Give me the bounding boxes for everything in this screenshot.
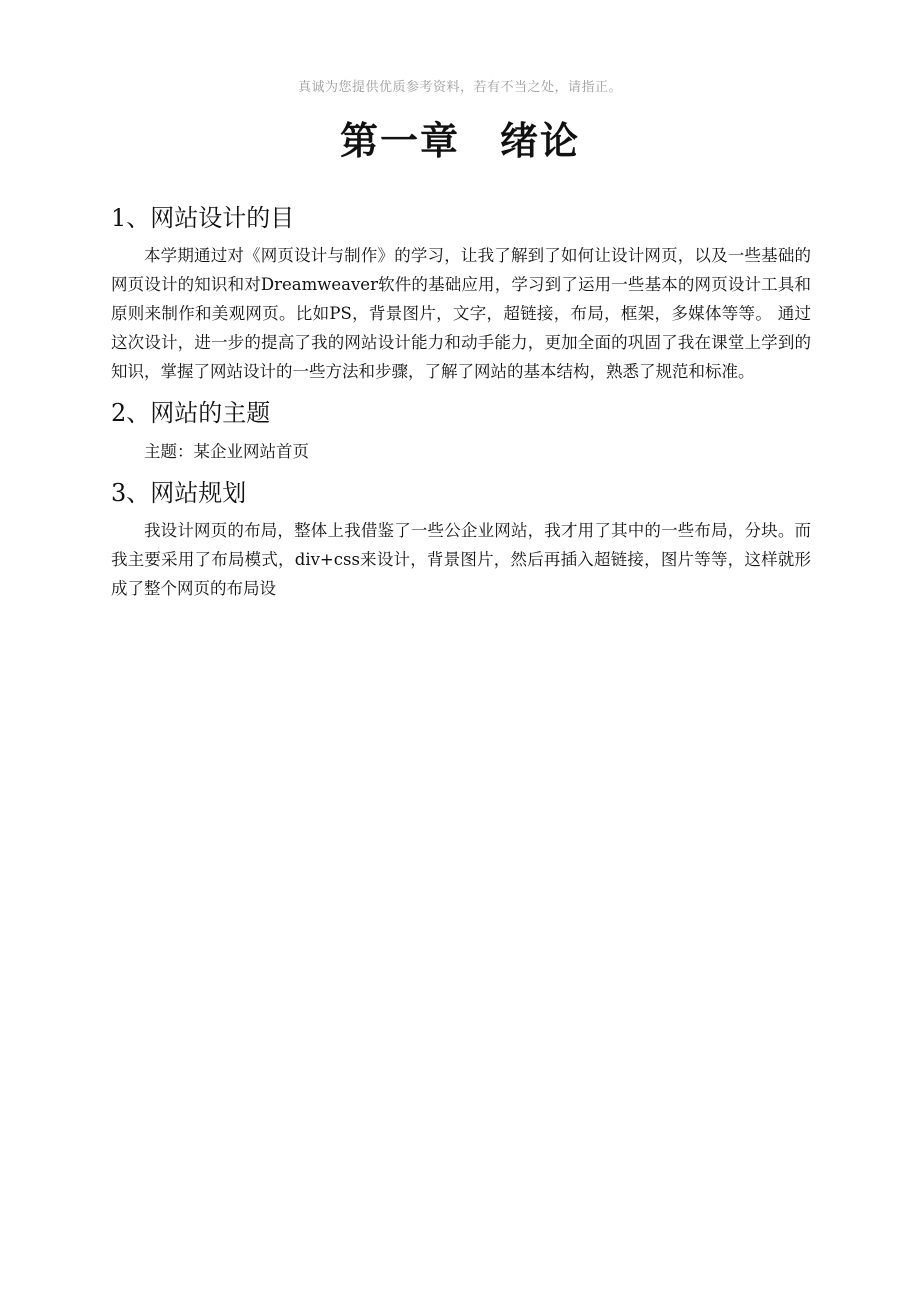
section-body-purpose: 本学期通过对《网页设计与制作》的学习，让我了解到了如何让设计网页，以及一些基础的网页设计的知识和对Dreamweaver软件的基础应用，学习到了运用一些基本的网页设计工具和原则来制作和美观网页。比如PS，背景图片，文字，超链接，布局，框架，多媒体等等。 通过这次设计，进一步的提高了我的网站设计能力和动手能力，更加全面的巩固了我在课堂上学到的知识，掌握了网站设计的一些方法和步骤，了解了网站的基本结构，熟悉了规范和标准。 — [111, 246, 811, 381]
section-heading-planning: 3、网站规划 — [111, 479, 247, 507]
header-note: 真诚为您提供优质参考资料，若有不当之处，请指正。 — [297, 80, 622, 95]
document-body — [111, 198, 811, 603]
chapter-number-label: 第一章 — [339, 118, 460, 163]
section-heading-purpose: 1、网站设计的目 — [111, 204, 295, 232]
section-heading-theme: 2、网站的主题 — [111, 399, 271, 427]
section-body-theme: 主题：某企业网站首页 — [144, 442, 309, 461]
section-body-planning: 我设计网页的布局，整体上我借鉴了一些公企业网站，我才用了其中的一些布局，分块。而我主要采用了布局模式，div+css来设计，背景图片，然后再插入超链接，图片等等，这样就形成了整个网页的布局设 — [111, 521, 811, 598]
chapter-title-text: 绪论 — [500, 118, 581, 163]
chapter-title — [0, 110, 920, 165]
